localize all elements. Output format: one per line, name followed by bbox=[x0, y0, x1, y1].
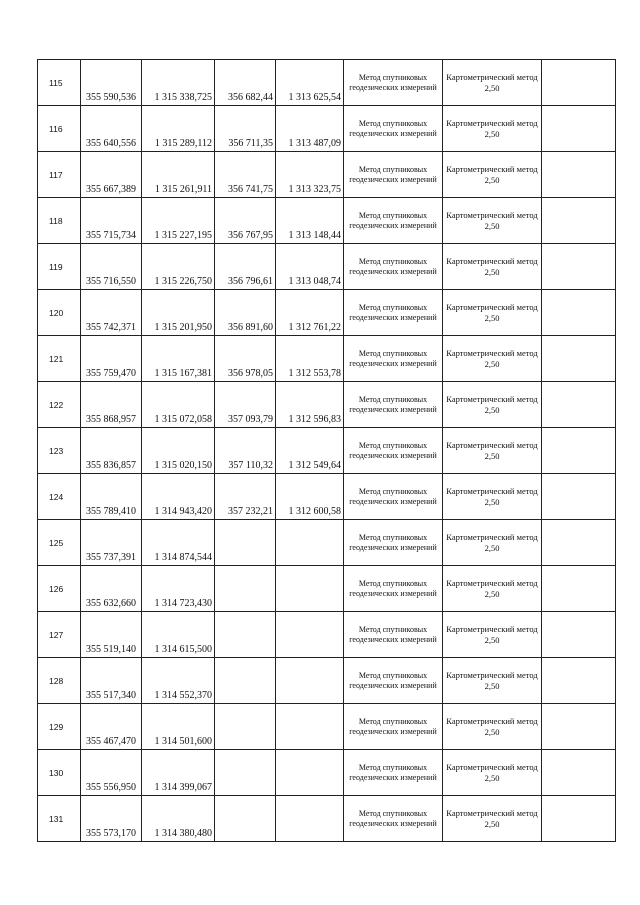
x-coordinate-alt-cell: 357 093,79 bbox=[215, 382, 276, 428]
notes-cell bbox=[542, 474, 616, 520]
method-cell: Метод спутниковых геодезических измерений bbox=[344, 612, 443, 658]
point-number-cell: 121 bbox=[38, 336, 81, 382]
y-coordinate-alt-cell: 1 313 048,74 bbox=[276, 244, 344, 290]
table-body bbox=[38, 60, 616, 842]
y-coordinate-alt-cell: 1 313 323,75 bbox=[276, 152, 344, 198]
y-coordinate-alt-cell: 1 312 600,58 bbox=[276, 474, 344, 520]
y-coordinate-cell: 1 315 338,725 bbox=[142, 60, 215, 106]
table-row bbox=[38, 520, 616, 566]
table-row bbox=[38, 658, 616, 704]
point-number-cell: 130 bbox=[38, 750, 81, 796]
method-cell: Метод спутниковых геодезических измерений bbox=[344, 428, 443, 474]
table-row bbox=[38, 474, 616, 520]
point-number-cell: 124 bbox=[38, 474, 81, 520]
x-coordinate-cell: 355 556,950 bbox=[81, 750, 142, 796]
point-number-cell: 128 bbox=[38, 658, 81, 704]
y-coordinate-cell: 1 314 552,370 bbox=[142, 658, 215, 704]
notes-cell bbox=[542, 520, 616, 566]
accuracy-cell: Картометрический метод 2,50 bbox=[443, 520, 542, 566]
x-coordinate-cell: 355 467,470 bbox=[81, 704, 142, 750]
y-coordinate-cell: 1 315 261,911 bbox=[142, 152, 215, 198]
y-coordinate-alt-cell bbox=[276, 704, 344, 750]
notes-cell bbox=[542, 244, 616, 290]
method-cell: Метод спутниковых геодезических измерений bbox=[344, 796, 443, 842]
point-number-cell: 115 bbox=[38, 60, 81, 106]
y-coordinate-cell: 1 315 227,195 bbox=[142, 198, 215, 244]
method-cell: Метод спутниковых геодезических измерений bbox=[344, 336, 443, 382]
point-number-cell: 117 bbox=[38, 152, 81, 198]
point-number-cell: 126 bbox=[38, 566, 81, 612]
x-coordinate-alt-cell: 356 741,75 bbox=[215, 152, 276, 198]
point-number-cell: 118 bbox=[38, 198, 81, 244]
x-coordinate-alt-cell: 356 682,44 bbox=[215, 60, 276, 106]
method-cell: Метод спутниковых геодезических измерений bbox=[344, 704, 443, 750]
notes-cell bbox=[542, 612, 616, 658]
table-row bbox=[38, 244, 616, 290]
accuracy-cell: Картометрический метод 2,50 bbox=[443, 198, 542, 244]
accuracy-cell: Картометрический метод 2,50 bbox=[443, 658, 542, 704]
y-coordinate-cell: 1 314 943,420 bbox=[142, 474, 215, 520]
accuracy-cell: Картометрический метод 2,50 bbox=[443, 704, 542, 750]
accuracy-cell: Картометрический метод 2,50 bbox=[443, 152, 542, 198]
y-coordinate-cell: 1 314 399,067 bbox=[142, 750, 215, 796]
method-cell: Метод спутниковых геодезических измерений bbox=[344, 520, 443, 566]
point-number-cell: 129 bbox=[38, 704, 81, 750]
y-coordinate-cell: 1 314 874,544 bbox=[142, 520, 215, 566]
accuracy-cell: Картометрический метод 2,50 bbox=[443, 60, 542, 106]
x-coordinate-cell: 355 667,389 bbox=[81, 152, 142, 198]
x-coordinate-alt-cell bbox=[215, 704, 276, 750]
table-row bbox=[38, 198, 616, 244]
y-coordinate-alt-cell: 1 313 487,09 bbox=[276, 106, 344, 152]
y-coordinate-cell: 1 315 072,058 bbox=[142, 382, 215, 428]
point-number-cell: 116 bbox=[38, 106, 81, 152]
x-coordinate-alt-cell bbox=[215, 612, 276, 658]
table-row bbox=[38, 796, 616, 842]
x-coordinate-alt-cell: 357 110,32 bbox=[215, 428, 276, 474]
x-coordinate-cell: 355 640,556 bbox=[81, 106, 142, 152]
accuracy-cell: Картометрический метод 2,50 bbox=[443, 474, 542, 520]
accuracy-cell: Картометрический метод 2,50 bbox=[443, 336, 542, 382]
x-coordinate-cell: 355 590,536 bbox=[81, 60, 142, 106]
y-coordinate-alt-cell: 1 313 625,54 bbox=[276, 60, 344, 106]
method-cell: Метод спутниковых геодезических измерений bbox=[344, 60, 443, 106]
x-coordinate-alt-cell: 356 767,95 bbox=[215, 198, 276, 244]
table-row bbox=[38, 428, 616, 474]
y-coordinate-alt-cell bbox=[276, 658, 344, 704]
x-coordinate-alt-cell: 356 711,35 bbox=[215, 106, 276, 152]
notes-cell bbox=[542, 60, 616, 106]
x-coordinate-cell: 355 836,857 bbox=[81, 428, 142, 474]
notes-cell bbox=[542, 796, 616, 842]
x-coordinate-cell: 355 716,550 bbox=[81, 244, 142, 290]
x-coordinate-alt-cell: 357 232,21 bbox=[215, 474, 276, 520]
table-row bbox=[38, 106, 616, 152]
table-row bbox=[38, 152, 616, 198]
y-coordinate-alt-cell: 1 313 148,44 bbox=[276, 198, 344, 244]
x-coordinate-cell: 355 573,170 bbox=[81, 796, 142, 842]
x-coordinate-alt-cell bbox=[215, 658, 276, 704]
x-coordinate-cell: 355 517,340 bbox=[81, 658, 142, 704]
accuracy-cell: Картометрический метод 2,50 bbox=[443, 290, 542, 336]
notes-cell bbox=[542, 566, 616, 612]
method-cell: Метод спутниковых геодезических измерений bbox=[344, 474, 443, 520]
y-coordinate-alt-cell: 1 312 761,22 bbox=[276, 290, 344, 336]
table-row bbox=[38, 382, 616, 428]
method-cell: Метод спутниковых геодезических измерений bbox=[344, 382, 443, 428]
table-row bbox=[38, 566, 616, 612]
notes-cell bbox=[542, 428, 616, 474]
notes-cell bbox=[542, 336, 616, 382]
accuracy-cell: Картометрический метод 2,50 bbox=[443, 750, 542, 796]
x-coordinate-cell: 355 632,660 bbox=[81, 566, 142, 612]
method-cell: Метод спутниковых геодезических измерений bbox=[344, 152, 443, 198]
accuracy-cell: Картометрический метод 2,50 bbox=[443, 244, 542, 290]
notes-cell bbox=[542, 198, 616, 244]
y-coordinate-cell: 1 315 226,750 bbox=[142, 244, 215, 290]
point-number-cell: 120 bbox=[38, 290, 81, 336]
notes-cell bbox=[542, 290, 616, 336]
x-coordinate-alt-cell: 356 978,05 bbox=[215, 336, 276, 382]
point-number-cell: 122 bbox=[38, 382, 81, 428]
x-coordinate-cell: 355 715,734 bbox=[81, 198, 142, 244]
y-coordinate-cell: 1 315 289,112 bbox=[142, 106, 215, 152]
y-coordinate-alt-cell bbox=[276, 520, 344, 566]
x-coordinate-alt-cell: 356 796,61 bbox=[215, 244, 276, 290]
y-coordinate-alt-cell bbox=[276, 566, 344, 612]
y-coordinate-cell: 1 315 020,150 bbox=[142, 428, 215, 474]
point-number-cell: 123 bbox=[38, 428, 81, 474]
accuracy-cell: Картометрический метод 2,50 bbox=[443, 106, 542, 152]
y-coordinate-cell: 1 314 380,480 bbox=[142, 796, 215, 842]
notes-cell bbox=[542, 382, 616, 428]
table-row bbox=[38, 290, 616, 336]
method-cell: Метод спутниковых геодезических измерений bbox=[344, 750, 443, 796]
x-coordinate-alt-cell bbox=[215, 796, 276, 842]
point-number-cell: 127 bbox=[38, 612, 81, 658]
x-coordinate-cell: 355 868,957 bbox=[81, 382, 142, 428]
coordinates-table bbox=[37, 59, 616, 842]
y-coordinate-cell: 1 314 615,500 bbox=[142, 612, 215, 658]
point-number-cell: 119 bbox=[38, 244, 81, 290]
table-row bbox=[38, 60, 616, 106]
y-coordinate-alt-cell bbox=[276, 612, 344, 658]
table-row bbox=[38, 336, 616, 382]
method-cell: Метод спутниковых геодезических измерений bbox=[344, 658, 443, 704]
x-coordinate-alt-cell bbox=[215, 566, 276, 612]
y-coordinate-cell: 1 314 723,430 bbox=[142, 566, 215, 612]
x-coordinate-cell: 355 789,410 bbox=[81, 474, 142, 520]
notes-cell bbox=[542, 750, 616, 796]
y-coordinate-alt-cell: 1 312 549,64 bbox=[276, 428, 344, 474]
y-coordinate-cell: 1 315 167,381 bbox=[142, 336, 215, 382]
notes-cell bbox=[542, 704, 616, 750]
x-coordinate-alt-cell bbox=[215, 750, 276, 796]
notes-cell bbox=[542, 106, 616, 152]
point-number-cell: 125 bbox=[38, 520, 81, 566]
x-coordinate-cell: 355 737,391 bbox=[81, 520, 142, 566]
table-row bbox=[38, 612, 616, 658]
accuracy-cell: Картометрический метод 2,50 bbox=[443, 612, 542, 658]
x-coordinate-cell: 355 759,470 bbox=[81, 336, 142, 382]
y-coordinate-alt-cell: 1 312 596,83 bbox=[276, 382, 344, 428]
accuracy-cell: Картометрический метод 2,50 bbox=[443, 796, 542, 842]
point-number-cell: 131 bbox=[38, 796, 81, 842]
accuracy-cell: Картометрический метод 2,50 bbox=[443, 382, 542, 428]
method-cell: Метод спутниковых геодезических измерений bbox=[344, 244, 443, 290]
notes-cell bbox=[542, 152, 616, 198]
method-cell: Метод спутниковых геодезических измерений bbox=[344, 566, 443, 612]
coordinates-table-container bbox=[37, 59, 616, 842]
table-row bbox=[38, 704, 616, 750]
y-coordinate-alt-cell: 1 312 553,78 bbox=[276, 336, 344, 382]
y-coordinate-cell: 1 314 501,600 bbox=[142, 704, 215, 750]
x-coordinate-cell: 355 742,371 bbox=[81, 290, 142, 336]
method-cell: Метод спутниковых геодезических измерений bbox=[344, 106, 443, 152]
y-coordinate-cell: 1 315 201,950 bbox=[142, 290, 215, 336]
y-coordinate-alt-cell bbox=[276, 796, 344, 842]
accuracy-cell: Картометрический метод 2,50 bbox=[443, 566, 542, 612]
method-cell: Метод спутниковых геодезических измерений bbox=[344, 198, 443, 244]
x-coordinate-alt-cell bbox=[215, 520, 276, 566]
x-coordinate-cell: 355 519,140 bbox=[81, 612, 142, 658]
y-coordinate-alt-cell bbox=[276, 750, 344, 796]
table-row bbox=[38, 750, 616, 796]
method-cell: Метод спутниковых геодезических измерений bbox=[344, 290, 443, 336]
notes-cell bbox=[542, 658, 616, 704]
x-coordinate-alt-cell: 356 891,60 bbox=[215, 290, 276, 336]
accuracy-cell: Картометрический метод 2,50 bbox=[443, 428, 542, 474]
